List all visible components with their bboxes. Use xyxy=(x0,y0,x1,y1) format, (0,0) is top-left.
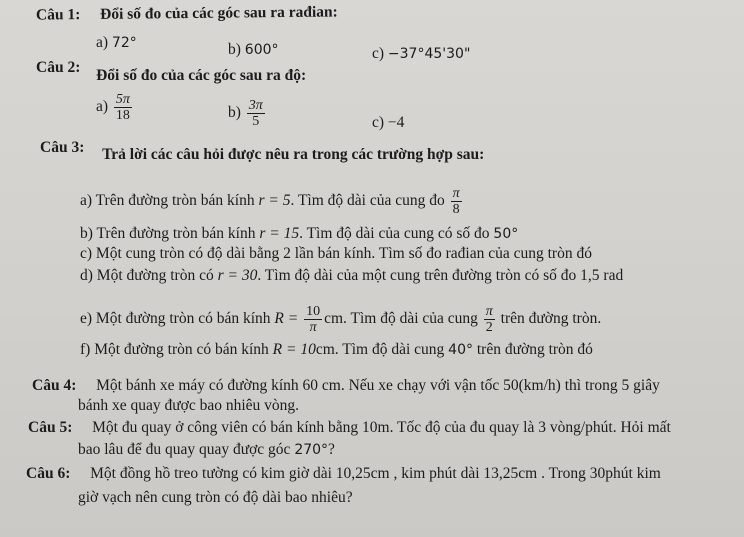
q4-label: Câu 4: xyxy=(32,377,77,394)
q5-line2: bao lâu để đu quay quay được góc 270°? xyxy=(78,441,335,458)
q6-line2: giờ vạch nên cung tròn có độ dài bao nhiêu? xyxy=(78,489,353,506)
q5-label: Câu 5: xyxy=(28,419,73,436)
q1-c-value: −37°45'30" xyxy=(387,46,471,62)
q3-f: f) Một đường tròn có bán kính R = 10cm. Tìm độ dài cung 40° trên đường tròn đó xyxy=(80,341,593,358)
q2-a-fraction: $\frac{5\pi}{18}$ xyxy=(115,92,130,123)
q3-b-value: 50° xyxy=(493,226,519,242)
q1-b: b) 600° xyxy=(228,41,279,58)
q2-a: a) $\frac{5\pi}{18}$ xyxy=(96,92,130,123)
q3-b: b) Trên đường tròn bán kính r = 15. Tìm độ dài của cung có số đo 50° xyxy=(80,225,519,242)
q2-c: c) −4 xyxy=(372,114,405,131)
q2-label: Câu 2: xyxy=(36,59,81,76)
q3-d-math: r = 30 xyxy=(217,267,258,284)
q3-a: a) Trên đường tròn bán kính r = 5. Tìm độ dài của cung đo $\frac{\pi}{8}$ xyxy=(80,186,460,217)
q3-e-fraction-arc: $\frac{\pi}{2}$ xyxy=(485,304,493,335)
q2-b-fraction: $\frac{3\pi}{5}$ xyxy=(248,98,263,129)
q5-line1: Câu 5: Một đu quay ở công viên có bán kính bằng 10m. Tốc độ của đu quay là 3 vòng/phút. Hỏi mất xyxy=(28,419,671,436)
q1-c: c) −37°45'30" xyxy=(372,45,471,62)
q3-b-math: r = 15 xyxy=(259,225,300,242)
q3-e-math: R = xyxy=(274,310,299,328)
q3-label: Câu 3: xyxy=(40,139,85,156)
q1-a: a) 72° xyxy=(96,34,137,51)
q3-d-value: 1,5 rad xyxy=(580,267,624,284)
q3-e-fraction-radius: $\frac{10}{\pi}$ xyxy=(306,304,321,335)
q2-c-value: −4 xyxy=(387,114,405,131)
q2-heading xyxy=(36,58,307,84)
q3-a-math: r = 5 xyxy=(258,192,291,210)
q3-a-fraction: $\frac{\pi}{8}$ xyxy=(452,186,460,217)
q1-a-value: 72° xyxy=(111,35,137,51)
q1-label: Câu 1: xyxy=(35,6,81,24)
q3-f-value: 40° xyxy=(448,342,473,358)
q4-line1: Câu 4: Một bánh xe máy có đường kính 60 cm. Nếu xe chạy với vận tốc 50(km/h) thì trong 5 giây xyxy=(32,377,660,394)
q3-text: Trả lời các câu hỏi được nêu ra trong các trường hợp sau: xyxy=(102,146,485,163)
q1-text: Đổi số đo của các góc sau ra rađian: xyxy=(100,3,338,23)
q3-e: e) Một đường tròn có bán kính R = $\frac{10}{\pi}$ cm. Tìm độ dài của cung $\frac{\pi}{2}$ trên đường tròn. xyxy=(80,304,602,335)
q3-d: d) Một đường tròn có r = 30. Tìm độ dài của một cung trên đường tròn có số đo 1,5 rad xyxy=(80,267,624,284)
q3-heading xyxy=(40,138,485,163)
q5-angle: 270° xyxy=(294,442,329,458)
q4-line2: bánh xe quay được bao nhiêu vòng. xyxy=(78,397,300,414)
q2-b: b) $\frac{3\pi}{5}$ xyxy=(228,98,263,129)
q1-b-value: 600° xyxy=(244,42,279,58)
q3-f-math: R = 10 xyxy=(272,341,316,358)
q2-text: Đổi số đo của các góc sau ra độ: xyxy=(96,67,307,84)
q6-line1: Câu 6: Một đồng hồ treo tường có kim giờ dài 10,25cm , kim phút dài 13,25cm . Trong 30phút kim xyxy=(26,465,661,482)
q1-heading xyxy=(36,2,338,25)
q6-label: Câu 6: xyxy=(26,465,71,482)
q3-c: c) Một cung tròn có độ dài bằng 2 lần bán kính. Tìm số đo rađian của cung tròn đó xyxy=(80,245,592,262)
